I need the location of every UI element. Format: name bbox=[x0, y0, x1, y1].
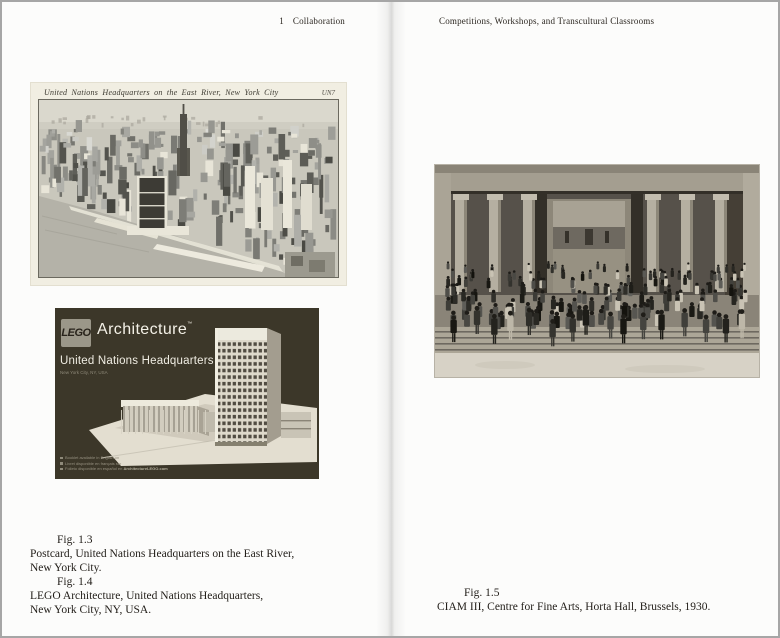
flag-icon bbox=[60, 462, 63, 465]
postcard-title: United Nations Headquarters on the East River, New York City bbox=[44, 88, 279, 97]
figure-ciam-group-photo bbox=[435, 165, 759, 377]
postcard-cityscape-art bbox=[39, 100, 338, 277]
caption-fig-label: Fig. 1.4 bbox=[57, 576, 93, 588]
fine-print-line: Livret disponible en français sur bbox=[60, 461, 168, 467]
figure-lego-architecture-ad bbox=[55, 308, 319, 479]
flag-icon bbox=[60, 457, 63, 460]
fine-print-line: Folleto disponible en español en ArchitectureLEGO.com bbox=[60, 466, 168, 472]
fine-print-line: Booklet available in English on bbox=[60, 455, 168, 461]
chapter-number: 1 bbox=[279, 16, 284, 26]
trademark-symbol: ™ bbox=[187, 321, 193, 327]
lego-logo bbox=[61, 319, 91, 347]
running-head-right: Competitions, Workshops, and Transcultural Classrooms bbox=[439, 16, 655, 26]
caption-fig-label: Fig. 1.5 bbox=[464, 587, 500, 599]
page-spine-shadow bbox=[376, 2, 406, 638]
captions-right-page bbox=[437, 586, 710, 614]
lego-series-name bbox=[97, 321, 193, 339]
postcard-code: UN7 bbox=[321, 89, 335, 97]
figure-postcard-un-headquarters bbox=[30, 82, 347, 286]
chapter-title: Collaboration bbox=[292, 16, 345, 26]
ciam-photo-art bbox=[435, 165, 759, 377]
lego-fine-print bbox=[60, 455, 168, 472]
lego-set-title: United Nations Headquarters bbox=[60, 355, 214, 367]
caption-line: CIAM III, Centre for Fine Arts, Horta Hall, Brussels, 1930. bbox=[437, 601, 711, 613]
flag-icon bbox=[60, 468, 63, 471]
caption-line: Postcard, United Nations Headquarters on the East River, bbox=[30, 548, 295, 560]
captions-left-page bbox=[30, 533, 294, 617]
lego-series-label: Architecture bbox=[97, 321, 188, 338]
caption-line: New York City, NY, USA. bbox=[30, 604, 152, 616]
postcard-aerial-view-image bbox=[39, 100, 338, 277]
lego-set-location: New York City, NY, USA bbox=[60, 370, 108, 375]
running-head-left bbox=[30, 16, 345, 26]
lego-logo-text: LEGO bbox=[61, 327, 91, 339]
caption-line: New York City. bbox=[30, 562, 102, 574]
caption-line: LEGO Architecture, United Nations Headquarters, bbox=[30, 590, 264, 602]
caption-fig-label: Fig. 1.3 bbox=[57, 534, 93, 546]
